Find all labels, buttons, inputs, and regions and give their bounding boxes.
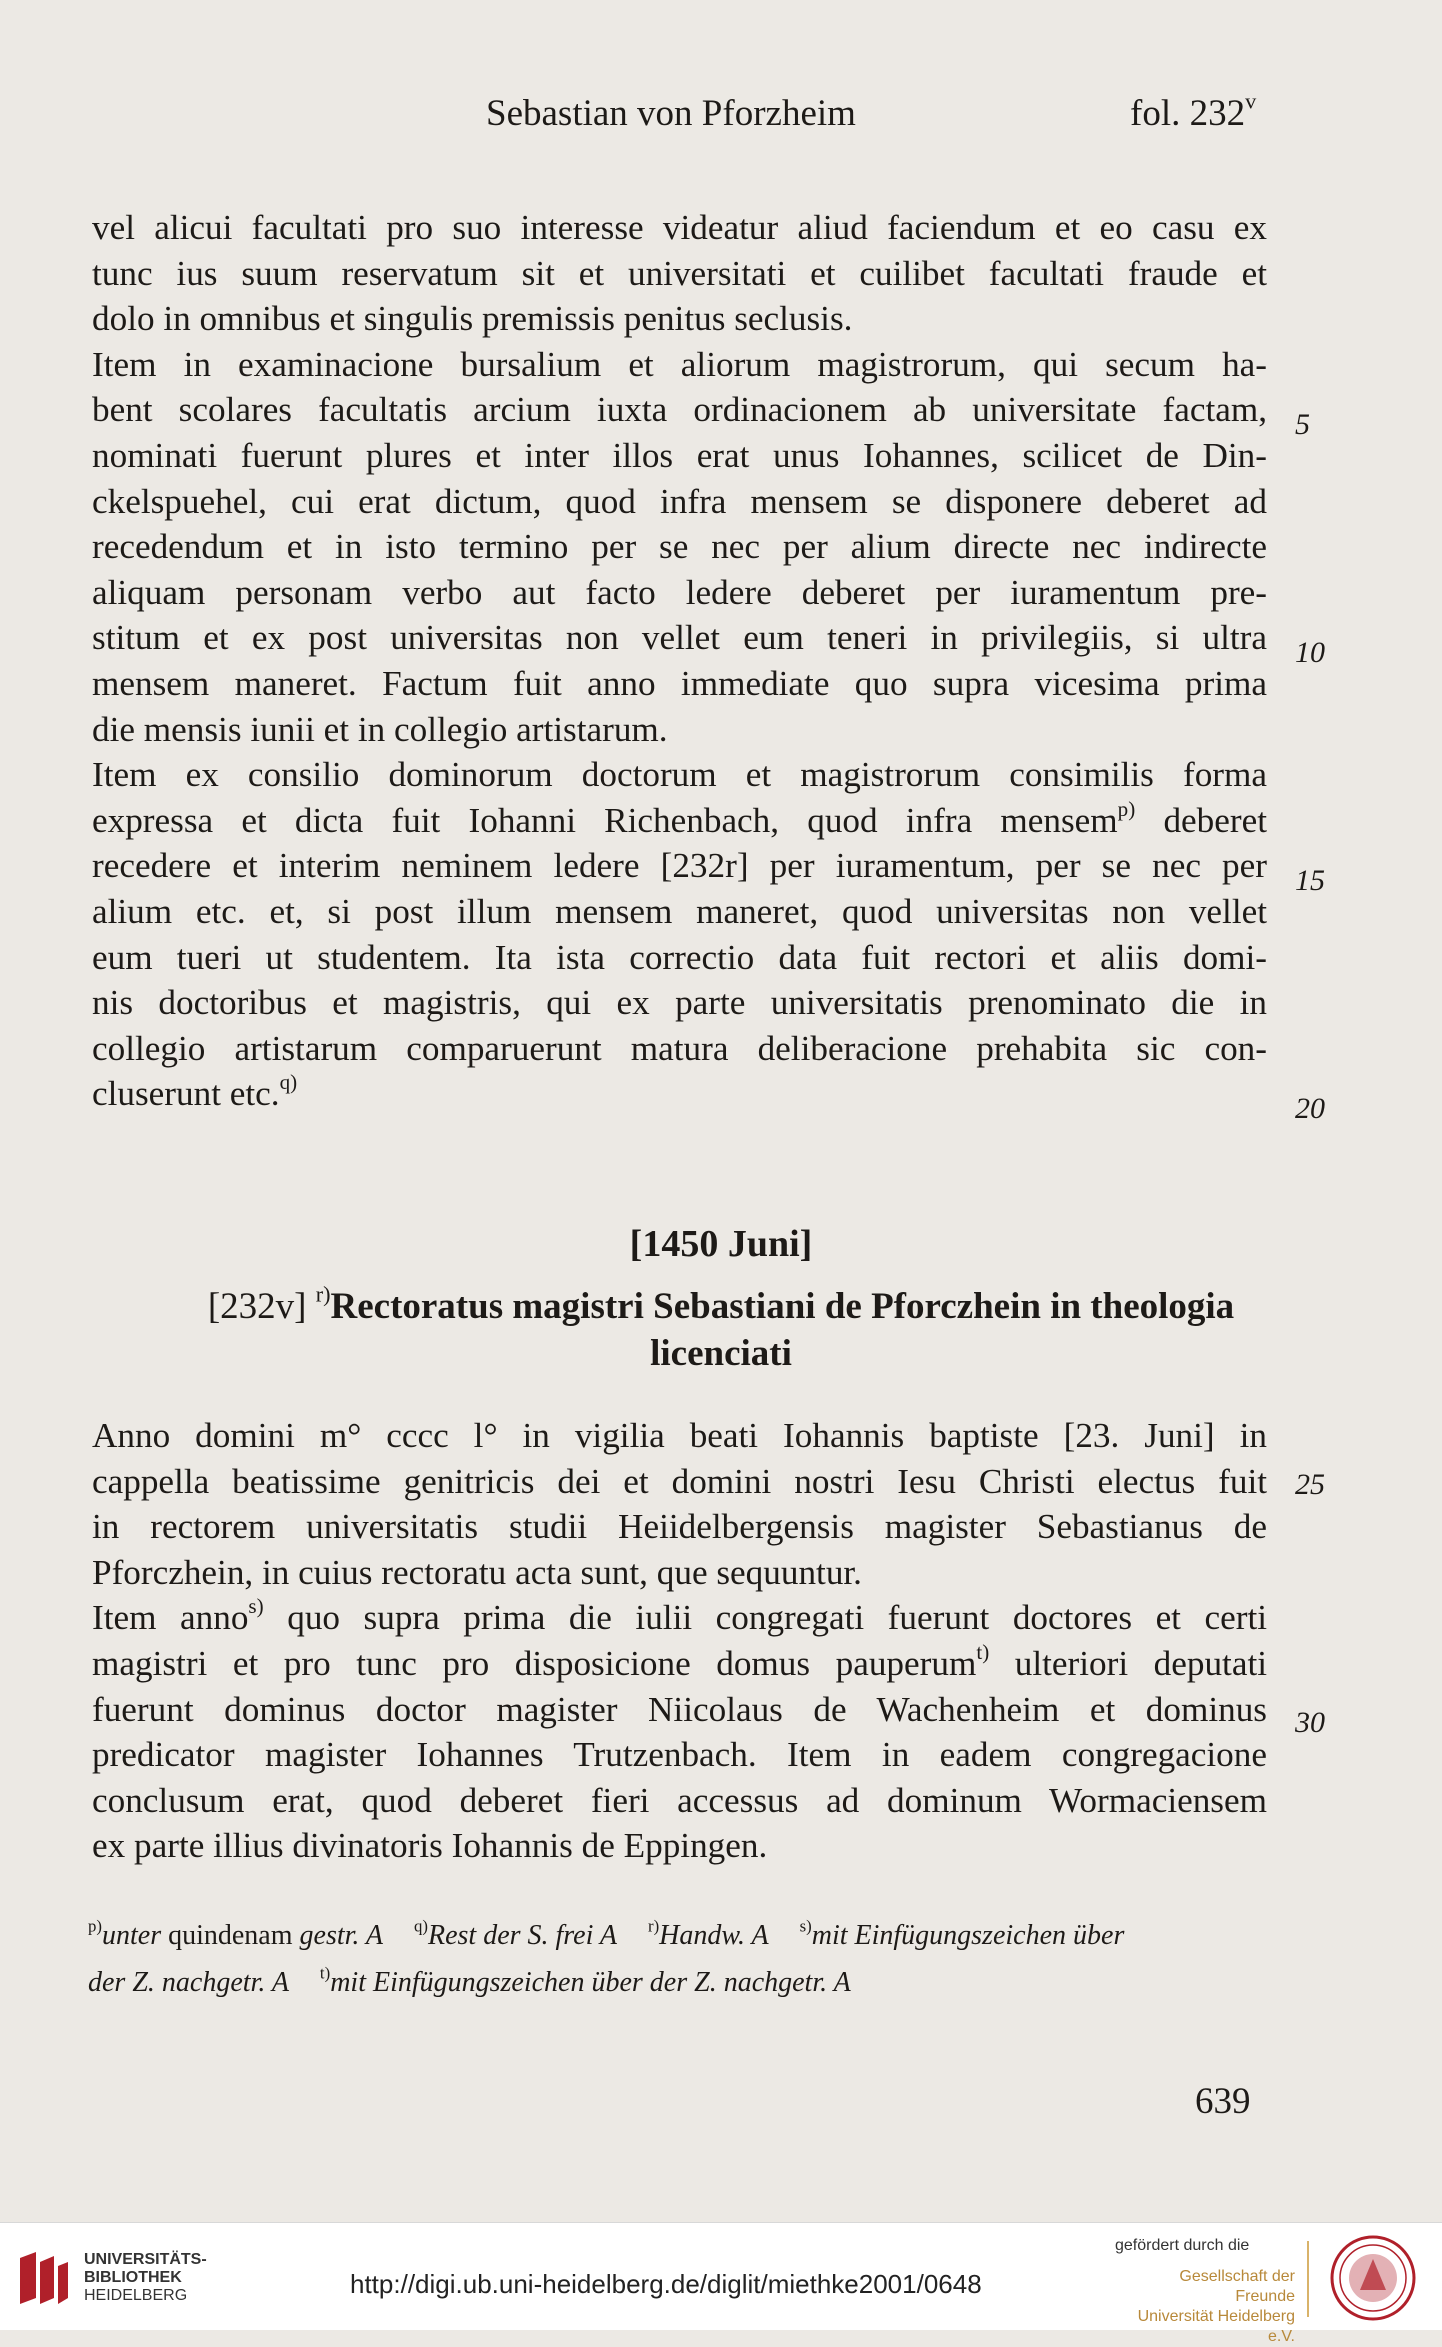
text-line-with-note: cluserunt etc.$^{q)}$: [92, 1070, 298, 1114]
text-line: conclusum erat, quod deberet fieri accessus ad dominum Wormaciensem: [92, 1780, 1267, 1820]
text-line: fuerunt dominus doctor magister Niicolaus de Wachenheim et dominus: [92, 1689, 1267, 1729]
text-line: aliquam personam verbo aut facto ledere deberet per iuramentum pre-: [92, 572, 1267, 612]
line-number: 5: [1295, 408, 1310, 441]
text-line: Item in examinacione bursalium et aliorum magistrorum, qui secum ha-: [92, 344, 1267, 384]
running-head-author: Sebastian von Pforzheim: [486, 93, 856, 134]
footnote-ref-r: r): [315, 1281, 331, 1307]
footnote-line: [88, 1959, 1268, 2006]
section-date: [1450 Juni]: [629, 1223, 813, 1265]
footnote-q: $^{q)}$Rest der S. frei A: [414, 1916, 617, 1951]
text-line: stitum et ex post universitas non vellet eum teneri in privilegiis, si ultra: [92, 618, 1267, 658]
text-line: Anno domini m° cccc l° in vigilia beati Iohannis baptiste [23. Juni] in: [92, 1416, 1267, 1455]
text-line: nis doctoribus et magistris, qui ex parte universitatis prenominato die in: [92, 983, 1267, 1023]
page-number: 639: [1195, 2081, 1251, 2122]
text-block-2: [92, 1413, 1267, 1869]
footnote-ref-q: q): [279, 1070, 298, 1095]
text-line: die mensis iunii et in collegio artistarum.: [92, 709, 668, 749]
text-line: vel alicui facultati pro suo interesse videatur aliud faciendum et eo casu ex: [92, 208, 1267, 247]
footnote-s-cont: der Z. nachgetr. A: [88, 1967, 289, 1998]
library-logo-icon: [14, 2248, 72, 2310]
sponsor-name: Gesellschaft der Freunde Universität Heidelberg e.V.: [1137, 2268, 1295, 2345]
footnote-ref-p: p): [1117, 796, 1136, 821]
footnote-s: $^{s)}$mit Einfügungszeichen über: [799, 1916, 1125, 1951]
text-line: alium etc. et, si post illum mensem maneret, quod universitas non vellet: [92, 891, 1267, 931]
line-number: 30: [1295, 1706, 1325, 1739]
text-line: bent scolares facultatis arcium iuxta ordinacionem ab universitate factam,: [92, 390, 1267, 430]
text-line: nominati fuerunt plures et inter illos erat unus Iohannes, scilicet de Din-: [92, 435, 1267, 475]
text-line: ex parte illius divinatoris Iohannis de Eppingen.: [92, 1826, 768, 1866]
footnote-p: $^{p)}$unter quindenam gestr. A: [88, 1916, 384, 1951]
footer-bar: [0, 2222, 1442, 2345]
sponsor-label: gefördert durch die: [1115, 2237, 1250, 2254]
text-line-with-note: Item anno$^{s)}$ quo supra prima die iulii congregati fuerunt doctores et certi: [92, 1594, 1267, 1638]
line-number: 10: [1295, 636, 1325, 669]
text-block-1: [92, 205, 1267, 1117]
text-line: Pforczhein, in cuius rectoratu acta sunt, que sequuntur.: [92, 1552, 862, 1592]
text-line-with-note: expressa et dicta fuit Iohanni Richenbach, quod infra mensem$^{p)}$ deberet: [92, 796, 1267, 840]
text-line: cappella beatissime genitricis dei et domini nostri Iesu Christi electus fuit: [92, 1461, 1267, 1501]
text-line: recedere et interim neminem ledere [232r] per iuramentum, per se nec per: [92, 846, 1267, 886]
folio-reference: [232v]: [207, 1286, 307, 1327]
university-seal-icon: [1330, 2235, 1416, 2321]
text-line: in rectorem universitatis studii Heiidelbergensis magister Sebastianus de: [92, 1507, 1267, 1547]
text-line: ckelspuehel, cui erat dictum, quod infra mensem se disponere deberet ad: [92, 481, 1267, 521]
footnote-r: $^{r)}$Handw. A: [647, 1916, 769, 1951]
running-head-folio: fol. 232$^v$: [1130, 88, 1257, 134]
footnotes: [88, 1912, 1268, 2006]
footnote-line: [88, 1912, 1268, 1959]
text-line: dolo in omnibus et singulis premissis penitus seclusis.: [92, 299, 853, 339]
running-head: [0, 88, 1442, 142]
sponsor-divider: [1307, 2241, 1309, 2317]
section-title: [232v] $^{r)}$Rectoratus magistri Sebastiani de Pforczhein in theologia licenciati: [207, 1281, 1235, 1374]
text-line: predicator magister Iohannes Trutzenbach. Item in eadem congregacione: [92, 1735, 1267, 1775]
footnote-t: $^{t)}$mit Einfügungszeichen über der Z. nachgetr. A: [319, 1963, 851, 1998]
line-number: 25: [1295, 1468, 1325, 1501]
text-line-with-note: magistri et pro tunc pro disposicione domus pauperum$^{t)}$ ulteriori deputati: [92, 1640, 1268, 1683]
text-line: Item ex consilio dominorum doctorum et magistrorum consimilis forma: [92, 755, 1267, 795]
text-line: tunc ius suum reservatum sit et universitati et cuilibet facultati fraude et: [92, 253, 1267, 293]
line-number: 15: [1295, 864, 1325, 897]
library-name: UNIVERSITÄTS- BIBLIOTHEK HEIDELBERG: [84, 2251, 207, 2304]
text-line: mensem maneret. Factum fuit anno immediate quo supra vicesima prima: [92, 663, 1267, 703]
line-number: 20: [1295, 1092, 1325, 1125]
text-line: eum tueri ut studentem. Ita ista correctio data fuit rectori et aliis domi-: [92, 937, 1267, 977]
footnote-ref-s: s): [248, 1594, 264, 1619]
footnote-ref-t: t): [976, 1640, 990, 1665]
source-url-link[interactable]: http://digi.ub.uni-heidelberg.de/diglit/miethke2001/0648: [350, 2269, 982, 2299]
text-line: collegio artistarum comparuerunt matura deliberacione prehabita sic con-: [92, 1028, 1267, 1068]
text-line: recedendum et in isto termino per se nec per alium directe nec indirecte: [92, 527, 1267, 567]
